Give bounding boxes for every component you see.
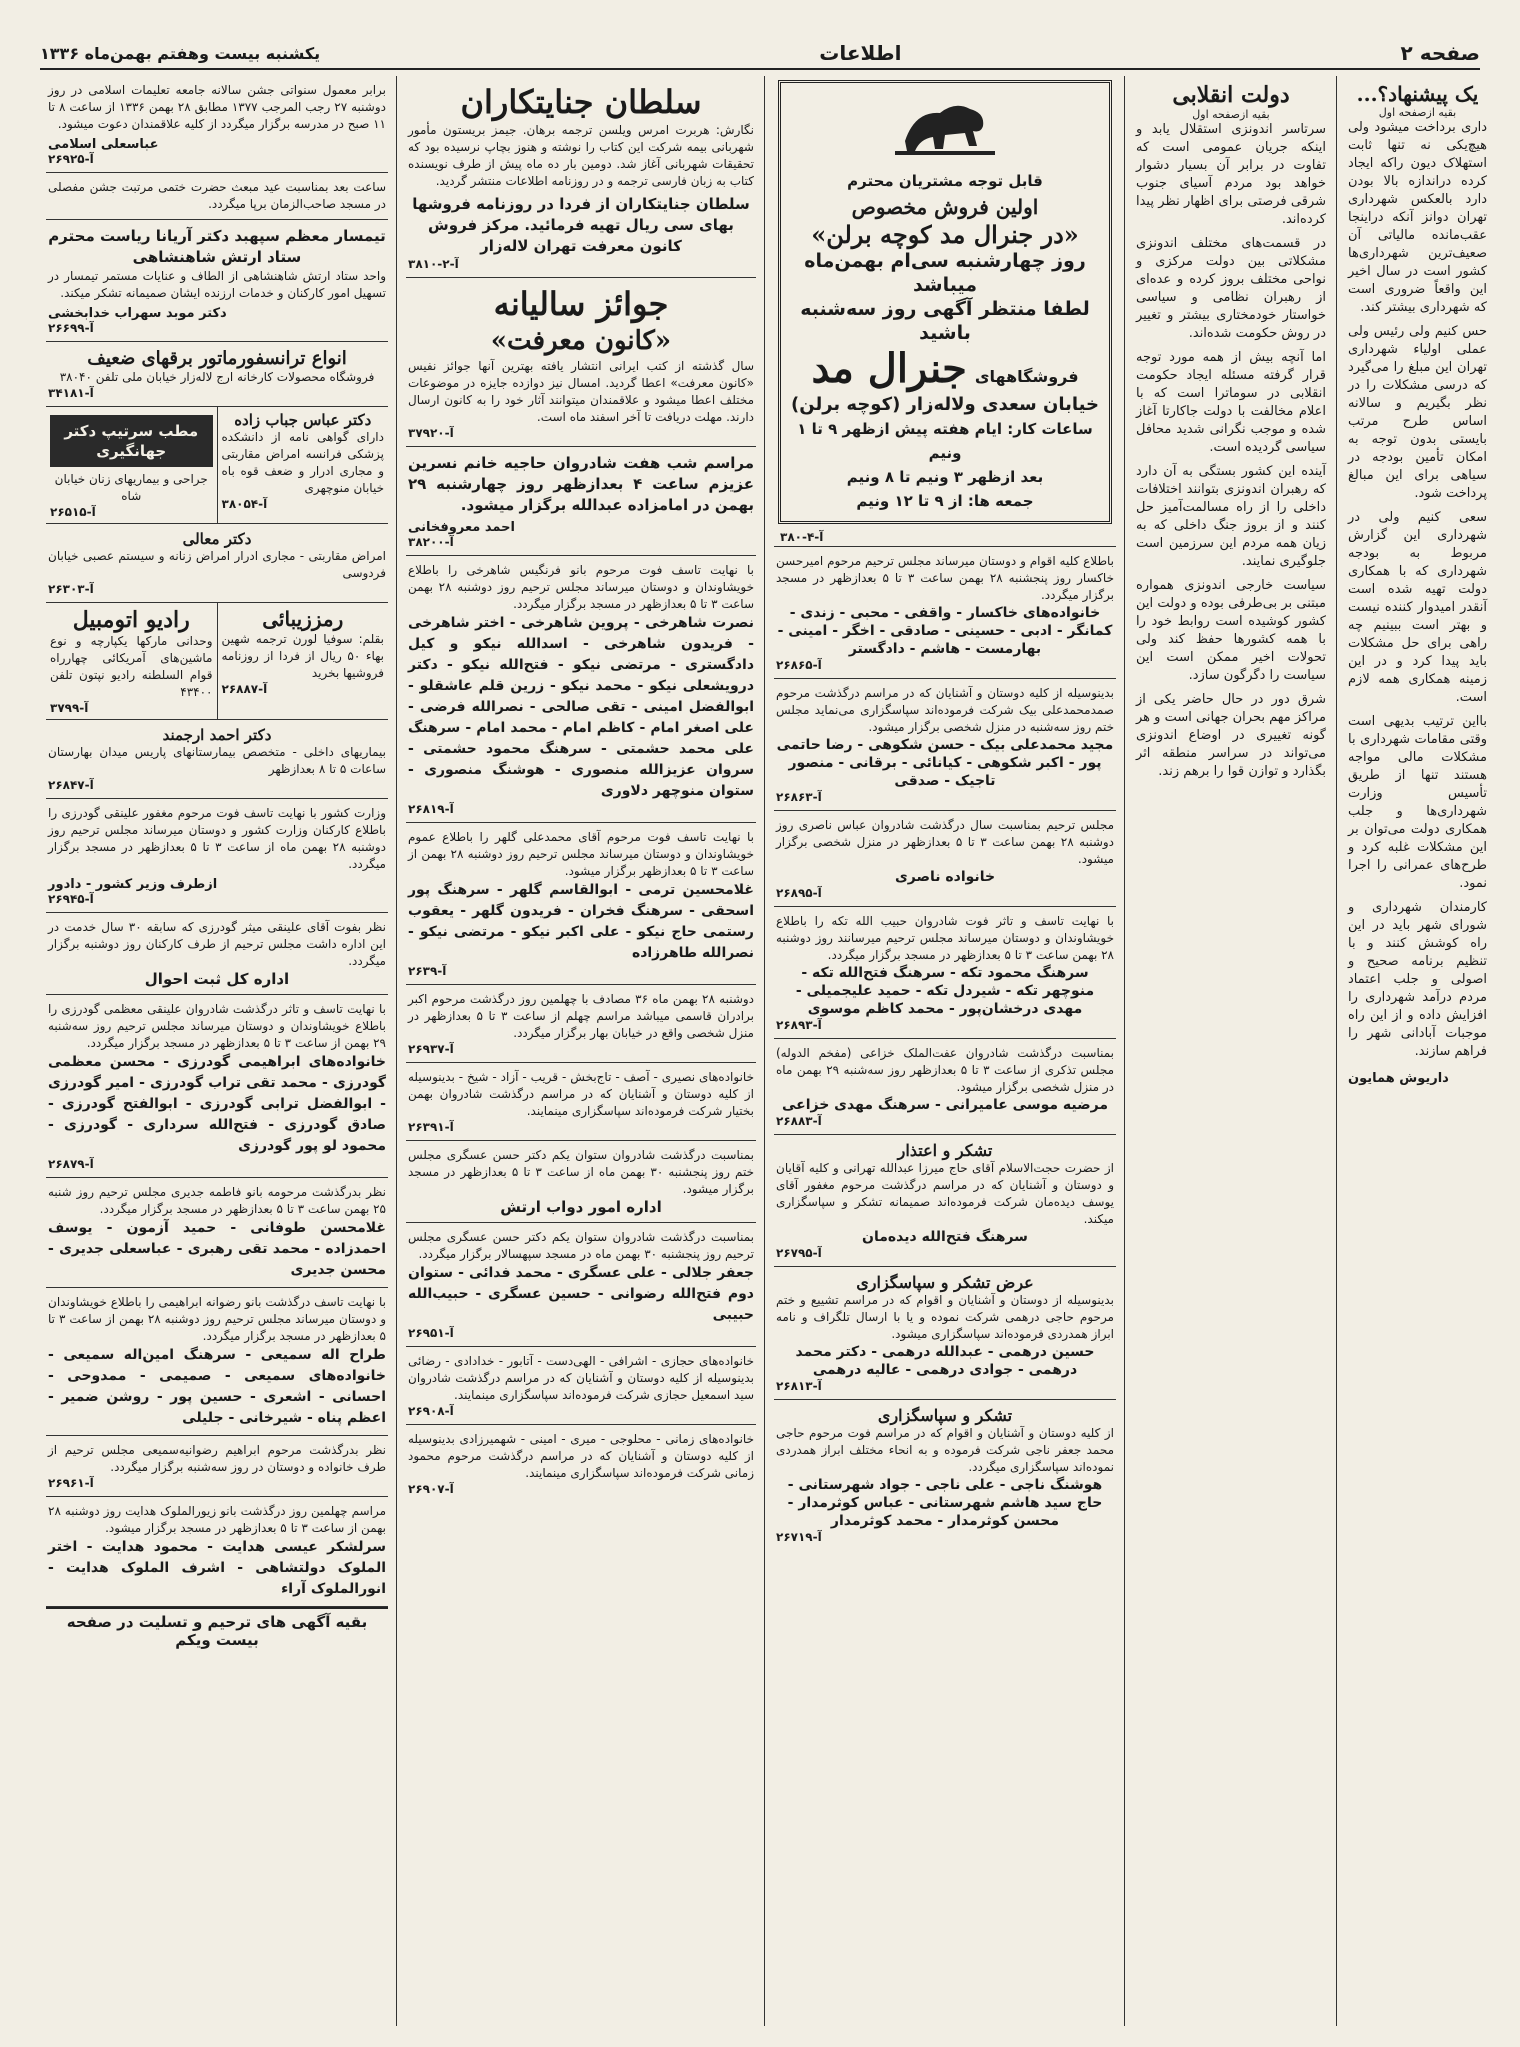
notice-ref: آ-۲۶۸۶۵ <box>776 658 822 672</box>
article-body-2: در قسمت‌های مختلف اندونزی مشکلاتی بین دولت مرکزی و نواحی مختلف بروز کرده و عده‌ای از رهبران نظامی و سیاسی خواستار خودمختاری بیشتر و تغییر در روش حکومت شده‌اند. <box>1136 236 1326 341</box>
article-body-4: آینده این کشور بستگی به آن دارد که رهبران اندونزی بتوانند اختلافات داخلی را از راه مسالمت‌آمیز حل کنند و از بروز جنگ داخلی که به زیان همه مردم این سرزمین است جلوگیری نمایند. <box>1136 464 1326 569</box>
column-rule <box>396 76 397 2026</box>
notice-families: خانواده ناصری <box>894 869 996 885</box>
notice-mohammadali-beik <box>774 679 1116 811</box>
editorial-body-2: حس کنیم ولی رئیس ولی عملی اولیاء شهرداری تهران این مبلغ را می‌گیرد که درسی مشکلات را در نظر بگیریم و سالانه اساس طرح مرتب بایستی بدون توجه به امکان تأمین بودجه در سیاهی برای این مبالغ پرداخت شود. <box>1348 324 1487 501</box>
notice-ariana <box>46 220 388 342</box>
ad-line-3: «در جنرال مد کوچه برلن» <box>811 220 1079 249</box>
awards-ref: آ-۳۷۹۲۰ <box>408 426 454 440</box>
editorial-body-3: سعی کنیم ولی در شهرداری این گزارش مربوط به بودجه شهرداری که با همکاری دولت تهیه شده است آنقدر امیدوار کننده نیست و بهتر است ببینیم چه راهی برای حل مشکلات باید پیدا کرد و در این زمینه همکاری همه لازم است. <box>1348 510 1487 705</box>
ad-dr-maali <box>46 524 388 603</box>
ad-dr-jahangiri <box>46 407 217 523</box>
notice-didehman <box>774 1135 1116 1267</box>
column-books-notices <box>400 76 762 2026</box>
notice-text: برابر معمول سنواتی جشن سالانه جامعه تعلیمات اسلامی در روز دوشنبه ۲۷ رجب المرجب ۱۳۷۷ مطابق ۲۸ بهمن ۱۳۳۶ از ساعت ۸ تا ۱۱ صبح در مدرسه برگزار میگردد از کلیه علاقمندان دعوت میشود. <box>48 83 386 131</box>
ad-transformer <box>46 342 388 407</box>
notice-hejazi <box>406 1347 756 1425</box>
notice-signature: اداره کل ثبت احوال <box>144 970 290 988</box>
notice-ref: آ-۲۶۷۹۵ <box>776 1246 822 1260</box>
notice-hedayat <box>46 1497 388 1607</box>
notice-text: از حضرت حجت‌الاسلام آقای حاج میرزا عبدالله تهرانی و کلیه آقایان و دوستان و آشنایان که در مراسم درگذشت مرحوم مغفور آقای یوسف دیده‌مان شرکت فرموده‌اند صمیمانه تشکر و سپاسگزاری میکند. <box>776 1161 1114 1226</box>
notice-ministry <box>46 799 388 913</box>
ad-hours-3: جمعه ها: از ۹ تا ۱۲ ونیم <box>856 492 1034 510</box>
notice-families: نصرت شاهرخی - پروین شاهرخی - اختر شاهرخی - فریدون شاهرخی - اسدالله نیکو و کیل دادگستری - مرتضی نیکو - فتح‌الله نیکو - دکتر درویشعلی نیکو - محمد نیکو - زرین قلم عاشقلو - ابوالفضل امینی - تقی صالحی - نصرالله فرضی - علی اصغر امام - کاظم امام - محمد امام - سرهنگ علی محمد حشمتی - سرهنگ محمود حشمتی - سروان عزیزالله منصوری - هوشنگ منصوری - ستوان منوچهر دلاوری <box>408 615 754 799</box>
notice-ref: آ-۲۶۹۲۵ <box>48 152 94 166</box>
notice-text: ساعت بعد بمناسبت عید مبعث حضرت ختمی مرتبت جشن مفصلی در مسجد صاحب‌الزمان برپا میگردد. <box>48 180 386 211</box>
notice-text: با نهایت تاسف و تاثر فوت شادروان حبیب الله تکه را باطلاع خویشاوندان و دوستان میرساند مجلس ترحیم میرسانند روز دوشنبه ۲۸ بهمن ساعت ۳ تا ۵ بعدازظهر در مسجد برگزار میگردد. <box>776 914 1114 962</box>
ad-ref: آ-۲۶۳۰۳ <box>48 582 94 596</box>
notice-ref: آ-۲۶۹۵۱ <box>408 1326 454 1340</box>
notice-askari-1 <box>406 1141 756 1223</box>
notice-text: با نهایت تاسف فوت مرحوم آقای محمدعلی گلهر را باطلاع عموم خویشاوندان و دوستان میرساند مجلس ترحیم روز دوشنبه ۲۸ بهمن از ساعت ۳ تا ۵ بعدازظهر برگزار میشود. <box>408 830 754 878</box>
notice-title: تیمسار معظم سپهبد دکتر آریانا ریاست محترم ستاد ارتش شاهنشاهی <box>48 227 386 266</box>
ad-ref: آ-۲۶۸۴۷ <box>48 778 94 792</box>
ad-line-1: قابل توجه مشتریان محترم <box>847 172 1043 190</box>
editorial-signature: داریوش همایون <box>1348 1071 1449 1086</box>
editorial-title: یک پیشنهاد؟... <box>1356 82 1479 106</box>
ad-title: مطب سرتیپ دکتر جهانگیری <box>50 415 213 467</box>
ad-ref: آ-۲۶۵۱۵ <box>50 505 96 519</box>
notice-text: مراسم چهلمین روز درگذشت بانو زیورالملوک هدایت روز دوشنبه ۲۸ بهمن از ساعت ۳ تا ۵ بعدازظهر در مسجد برگزار میشود. <box>48 1504 386 1535</box>
notice-families: حسین درهمی - عبدالله درهمی - دکتر محمد درهمی - جوادی درهمی - عالیه درهمی <box>795 1344 1095 1378</box>
ad-hours-2: بعد ازظهر ۳ ونیم تا ۸ ونیم <box>846 468 1044 486</box>
notice-text: با نهایت تاسف و تاثر درگذشت شادروان علینقی معظمی گودرزی را باطلاع خویشاوندان و دوستان میرساند مجلس ترحیم روز سه‌شنبه ۲۹ بهمن از ساعت ۳ تا ۵ بعدازظهر در مسجد برگزار میگردد. <box>48 1002 386 1050</box>
ad-car-radio <box>46 603 217 719</box>
book-ref: آ-۲-۳۸۱۰ <box>408 257 459 271</box>
notice-text: بدینوسیله از کلیه دوستان و آشنایان که در مراسم درگذشت مرحوم صمدمحمدعلی بیک شرکت فرموده‌اند سپاسگزاری می‌نماید مجلس ختم روز سه‌شنبه در منزل شخصی برگزار میشود. <box>776 686 1114 734</box>
ad-title: رمززیبائی <box>262 607 344 631</box>
ad-address: خیابان سعدی ولاله‌زار (کوچه برلن) <box>791 394 1099 415</box>
notice-text: بمناسبت درگذشت شادروان ستوان یکم دکتر حسن عسگری مجلس ترحیم روز پنجشنبه ۳۰ بهمن ماه در مسجد سپهسالار برگزار میگردد. <box>408 1230 754 1261</box>
notice-ref: آ-۲۶۸۷۹ <box>48 1157 94 1171</box>
notice-ref: آ-۲۶۸۱۳ <box>776 1379 822 1393</box>
paper-name: اطلاعات <box>819 41 902 65</box>
article-body-6: شرق دور در حال حاضر یکی از مراکز مهم بحران جهانی است و هر گونه تغییری در اوضاع اندونزی می‌تواند در سراسر منطقه اثر بگذارد و توازن قوا را برهم زند. <box>1136 692 1326 779</box>
notice-text: مراسم شب هفت شادروان حاجیه خانم نسرین عزیزم ساعت ۴ بعدازظهر روز چهارشنبه ۲۹ بهمن در امامزاده عبدالله برگزار میشود. <box>408 454 754 514</box>
notice-signature: عباسعلی اسلامی <box>48 137 159 152</box>
notice-text: با نهایت تاسف فوت مرحوم بانو فرنگیس شاهرخی را باطلاع خویشاوندان و دوستان میرساند مجلس ترحیم روز دوشنبه ۲۸ بهمن ساعت ۳ تا ۵ بعدازظهر در مسجد برگزار میگردد. <box>408 563 754 611</box>
column-rule <box>1336 76 1337 2026</box>
notice-families: مرضیه موسی عامیرانی - سرهنگ مهدی خزاعی <box>781 1097 1109 1113</box>
notice-text: با نهایت تاسف درگذشت بانو رضوانه ابراهیمی را باطلاع خویشاوندان و دوستان میرساند مجلس ترحیم روز دوشنبه ۲۸ بهمن از ساعت ۳ تا ۵ بعدازظهر در مسجد برگزار میگردد. <box>48 1295 387 1343</box>
editorial-body-1: داری برداخت میشود ولی هیچ‌یکی نه تنها ثابت استهلاک دیون راکه ایجاد کرده دراندازه بالا بودن دارد بالعکس شهرداری تهران دوانز آنکه دراینجا عقب‌مانده مالیاتی آن صعیف‌ترین شهرداری‌ها کشور است در سال اخیر این واقعاً ضروری است که شهرداری بیشتر کند. <box>1348 120 1487 315</box>
notice-golhar <box>406 823 756 985</box>
notice-ref: آ-۲۶۷۱۹ <box>776 1530 822 1544</box>
page-number: صفحه ۲ <box>1400 41 1480 65</box>
awards-subtitle: «کانون معرفت» <box>490 326 672 356</box>
awards-ad <box>406 278 756 447</box>
ad-dr-arjmand <box>46 720 388 799</box>
notice-families: اداره امور دواب ارتش <box>500 1198 662 1216</box>
notice-ref: آ-۲۶۸۹۵ <box>776 886 822 900</box>
notice-ref: آ-۲۶۹۳۷ <box>408 1042 454 1056</box>
lion-logo-icon <box>885 91 1005 161</box>
issue-date: یکشنبه بیست وهفتم بهمن‌ماه ۱۳۳۶ <box>40 43 321 63</box>
notice-shahrokhi <box>406 556 756 823</box>
page-footer-note: بقیه آگهی های ترحیم و تسلیت در صفحه بیست ویکم <box>46 1607 388 1653</box>
notice-text: نظر بفوت آقای علینقی میثر گودرزی که سابقه ۳۰ سال خدمت در این اداره داشت مجلس ترحیم از طرف کارکنان روز دوشنبه برگزار میگردد. <box>48 920 386 968</box>
notice-families: سرهنگ محمود تکه - سرهنگ فتح‌الله تکه - منوچهر تکه - شیردل تکه - حمید علیجمیلی - مهدی درخشان‌پور - محمد کاظم موسوی <box>795 965 1095 1017</box>
notice-families: جعفر جلالی - علی عسگری - محمد فدائی - ستوان دوم فتح‌الله رضوانی - حسین عسگری - حبیب‌الله حبیبی <box>408 1265 754 1323</box>
column-rule <box>764 76 765 2026</box>
book-title: سلطان جنایتکاران <box>460 83 702 121</box>
ad-body: دارای گواهی نامه از دانشکده پزشکی فرانسه امراض مقاربتی و مجاری ادرار و ضعف قوه باه خیابان منوچهری <box>221 430 384 495</box>
notice-ref: آ-۲۶۸۹۳ <box>776 1018 822 1032</box>
notice-text: دوشنبه ۲۸ بهمن ماه ۳۶ مصادف با چهلمین روز درگذشت مرحوم اکبر برادران قاسمی میباشد مراسم چهلم از ساعت ۳ تا ۵ بعدازظهر در منزل شخصی واقع در خیابان بهار برگزار میگردد. <box>408 992 755 1040</box>
notice-text: بدینوسیله از دوستان و آشنایان و اقوام که در مراسم تشییع و ختم مرحوم حاجی درهمی شرکت نموده و یا با ارسال تلگراف و نامه ابراز همدردی فرموده‌اند سپاسگزاری میشود. <box>776 1293 1114 1341</box>
notice-ebrahimi <box>46 1288 388 1436</box>
notice-ref: آ-۲۶۸۱۹ <box>408 802 454 816</box>
notice-text: از کلیه دوستان و آشنایان و اقوام که در مراسم فوت مرحوم حاجی محمد جعفر ناجی شرکت فرموده و به انحاء مختلف ابراز همدردی نموده‌اند سپاسگزاری میگردد. <box>776 1426 1114 1474</box>
notice-nasrin <box>406 447 756 556</box>
notice-families: مجید محمدعلی بیک - حسن شکوهی - رضا حاتمی پور - اکبر شکوهی - کیانائی - برقانی - منصور تاجیک - صدقی <box>776 737 1114 789</box>
notice-ref: آ-۲۶۹۴۵ <box>48 892 94 906</box>
notice-sabt <box>46 913 388 995</box>
book-ad-soltan <box>406 76 756 278</box>
notice-families: هوشنگ ناجی - علی ناجی - جواد شهرستانی - حاج سید هاشم شهرستانی - عباس کوثرمدار - محسن کوثرمدار - محمد کوثرمدار <box>787 1477 1103 1529</box>
book-radio-row <box>46 603 388 720</box>
editorial-sub: بقیه ازصفحه اول <box>1378 106 1457 119</box>
article-body-3: اما آنچه بیش از همه مورد توجه قرار گرفته مسئله ایجاد حکومت انقلابی در سوماترا است که با اعلام مخالفت با دولت جاکارتا آغاز شده و موجب نگرانی شدید محافل سیاسی گردیده است. <box>1136 350 1326 455</box>
column-ads-notices <box>768 76 1122 2026</box>
notice-families: سرهنگ فتح‌الله دیده‌مان <box>862 1229 1028 1245</box>
notice-families: خانواده‌های ابراهیمی گودرزی - محسن معظمی گودرزی - محمد تقی تراب گودرزی - امیر گودرزی - ابوالفضل ترابی گودرزی - ابوالفتح گودرزی - صادق گودرزی - فتح‌الله سرداری - گودرزی - محمود لو پور گودرزی <box>48 1054 386 1154</box>
article-title: دولت انقلابی <box>1172 82 1290 108</box>
notice-khazaei <box>774 1039 1116 1135</box>
notice-signature: دکتر موبد سهراب خدابخشی <box>48 306 227 321</box>
book-note: سلطان جنایتکاران از فردا در روزنامه فروشها بهای سی ریال تهیه فرمائید. مرکز فروش کانون معرفت تهران لاله‌زار <box>412 195 750 255</box>
column-editorial <box>1340 76 1495 2026</box>
ad-body: جراحی و بیماریهای زنان خیابان شاه <box>54 472 208 503</box>
notice-askari-2 <box>406 1223 756 1347</box>
general-mod-ad <box>778 80 1112 524</box>
editorial-body-4: بااین ترتیب بدیهی است وقتی مقامات شهرداری با مشکلات مالی مواجه هستند تنها از طریق تأسیس وزارت شهرداری‌ها و جلب همکاری دولت می‌توان بر این مشکلات غلبه کرد و طرح‌های عمرانی را اجرا نمود. <box>1348 714 1487 891</box>
book-body: نگارش: هربرت امرس ویلسن ترجمه برهان. جیمز بریستون مأمور شهربانی بیمه شرکت این کتاب را نوشته و هنوز بچاپ نرسیده بود که تحقیقات شهربانی آغاز شد. دومین بار ده ماه پیش از طرف نویسنده کتاب به زبان فارسی ترجمه و در روزنامه اطلاعات منتشر گردید. <box>408 123 754 188</box>
notice-text: خانواده‌های نصیری - آصف - تاج‌بخش - قریب - آزاد - شیخ - بدینوسیله از کلیه دوستان و آشنایان که در مراسم درگذشت شادروان بهمن بختیار شرکت فرموده‌اند سپاسگزاری مینمایند. <box>408 1070 754 1118</box>
ad-hours-1: ساعات کار: ایام هفته پیش ازظهر ۹ تا ۱ ونیم <box>797 420 1093 462</box>
notice-text: باطلاع کلیه اقوام و دوستان میرساند مجلس ترحیم مرحوم امیرحسن خاکسار روز پنجشنبه ۲۸ بهمن ساعت ۳ تا ۵ بعدازظهر در مسجد برگزار میگردد. <box>776 554 1115 602</box>
notice-title: تشکر و اعتذار <box>897 1141 993 1160</box>
notice-ref: آ-۲۶۹۰۷ <box>408 1482 454 1496</box>
notice-title: عرض تشکر و سپاسگزاری <box>856 1273 1034 1292</box>
notice-samiei <box>46 1436 388 1497</box>
notice-ref: آ-۲۶۳۹۱ <box>408 1120 454 1134</box>
ad-book-beauty <box>217 603 389 719</box>
notice-ref: آ-۳۸۲۰۰ <box>408 535 454 549</box>
column-article <box>1128 76 1334 2026</box>
notice-text: خانواده‌های زمانی - محلوجی - میری - امینی - شهمیرزادی بدینوسیله از کلیه دوستان و آشنایان که در مراسم درگذشت مرحوم محمود زمانی شرکت فرموده‌اند سپاسگزاری مینمایند. <box>408 1432 754 1480</box>
ad-ref: آ-۳۷۹۹ <box>50 701 89 715</box>
notice-families: غلامحسن طوفانی - حمید آزمون - یوسف احمدزاده - محمد تقی رهبری - عباسعلی جدیری - محسن جدیری <box>48 1220 386 1278</box>
notice-text: نظر بدرگذشت مرحومه بانو فاطمه جدیری مجلس ترحیم روز شنبه ۲۵ بهمن ساعت ۳ تا ۵ بعدازظهر در مسجد برگزار میگردد. <box>48 1185 386 1216</box>
column-classifieds <box>40 76 394 2026</box>
notice-families: سرلشکر عیسی هدایت - محمود هدایت - اختر الملوک دولتشاهی - اشرف الملوک هدایت - انورالملوک آراء <box>48 1539 386 1597</box>
ad-ref: آ-۳۴۱۸۱ <box>48 386 94 400</box>
ad-body: فروشگاه محصولات کارخانه ارج لاله‌زار خیابان ملی تلفن ۳۸۰۴۰ <box>59 370 375 384</box>
notice-text: واحد ستاد ارتش شاهنشاهی از الطاف و عنایات مستمر تیمسار در تسهیل امور کارکنان و خدمات ارزنده ایشان صمیمانه تشکر میکند. <box>48 269 386 300</box>
notice-signature: ازطرف وزیر کشور - دادور <box>48 877 218 892</box>
notice-derhami <box>774 1267 1116 1400</box>
article-sub: بقیه ازصفحه اول <box>1192 108 1270 121</box>
ad-title: دکتر عباس جباب زاده <box>234 411 372 429</box>
ad-title: رادیو اتومبیل <box>72 607 190 633</box>
masthead <box>40 38 1480 70</box>
notice-families: طراح اله سمیعی - سرهنگ امین‌اله سمیعی - خانواده‌های سمیعی - صمیمی - ممدوحی - احسانی - اشعری - حسین پور - روشن ضمیر - اعظم پناه - شیرخانی - جلیلی <box>48 1347 386 1426</box>
notice-naji <box>774 1400 1116 1550</box>
notice-text: خانواده‌های حجازی - اشرافی - الهی‌دست - آتابور - خدادادی - رضائی بدینوسیله از کلیه دوستان و آشنایان که در مراسم درگذشت شادروان سید اسمعیل حجازی شرکت فرموده‌اند سپاسگزاری مینمایند. <box>408 1354 754 1402</box>
notice-jadiri <box>46 1178 388 1288</box>
notice-ref: آ-۲۶۹۶۱ <box>48 1476 94 1490</box>
doctor-ads-row <box>46 407 388 524</box>
notice-text: نظر بدرگذشت مرحوم ابراهیم رضوانیه‌سمیعی مجلس ترحیم از طرف خانواده و دوستان در روز سه‌شنبه برگزار میگردد. <box>48 1443 386 1474</box>
notice-ghasemi <box>406 985 756 1063</box>
ad-ref: آ-۳۸۰۵۴ <box>221 497 268 511</box>
notice-khaksar <box>774 547 1116 679</box>
awards-title: جوائز سالیانه <box>493 285 669 323</box>
notice-zamani <box>406 1425 756 1502</box>
notice-mabas <box>46 173 388 220</box>
notice-text: بمناسبت درگذشت شادروان عفت‌الملک خزاعی (مفخم الدوله) مجلس تذکری از ساعت ۳ تا ۵ بعدازظهر روز سه‌شنبه ۲۹ بهمن ماه در منزل شخصی برگزار میشود. <box>776 1046 1114 1094</box>
editorial-body-5: کارمندان شهرداری و شورای شهر باید در این راه کوشش کنند و با تنظیم برنامه صحیح و اصولی و جلب اعتماد مردم درآمد شهرداری را افزایش داده و از این راه موجبات آبادانی شهر را فراهم سازند. <box>1348 900 1487 1059</box>
column-rule <box>1124 76 1125 2026</box>
ad-line-2: اولین فروش مخصوص <box>851 195 1039 219</box>
article-body-1: سرتاسر اندونزی استقلال یابد و اینکه جریان عمومی است که تفاوت در برابر آن بسیار دشوار خواهد بود مردم آسیای جنوب شرقی فرصتی برای اظهار نظر پیدا کرده‌اند. <box>1136 122 1326 227</box>
notice-ref: آ-۲۶۸۸۳ <box>776 1114 822 1128</box>
notice-signature: احمد معروفخانی <box>408 520 515 535</box>
notice-naseri <box>774 811 1116 907</box>
notice-ref: آ-۲۶۹۰۸ <box>408 1404 454 1418</box>
notice-title: تشکر و سپاسگزاری <box>877 1406 1013 1425</box>
notice-ref: آ-۲۶۳۹ <box>408 964 447 978</box>
ad-ref: آ-۲۶۸۸۷ <box>221 682 268 696</box>
notice-ref: آ-۲۶۶۹۹ <box>48 321 94 335</box>
notice-text: مجلس ترحیم بمناسبت سال درگذشت شادروان عباس ناصری روز دوشنبه ۲۸ بهمن ساعت ۳ تا ۵ بعدازظهر در منزل شخصی برگزار میشود. <box>776 818 1115 866</box>
ad-body: بقلم: سوفیا لورن ترجمه شهین بهاء ۵۰ ریال از فردا از روزنامه فروشیها بخرید <box>221 632 384 680</box>
notice-families: خانواده‌های خاکسار - واقفی - محبی - زندی - کمانگر - ادبی - حسینی - صادقی - اخگر - امینی - بهارمست - هاشم - دادگستر <box>777 605 1113 657</box>
notice-tekeh <box>774 907 1116 1039</box>
awards-body: سال گذشته از کتب ایرانی انتشار یافته بهترین آنها جوائز نفیس «کانون معرفت» اعطا گردید. امسال نیز دوازده جایزه در موضوعات مختلف اعطا میشود و علاقمندان میتوانند آثار خود را به کانون ارسال دارند. مهلت دریافت تا آخر اسفند ماه است. <box>408 359 754 424</box>
ad-title: انواع ترانسفورماتور برقهای ضعیف <box>87 348 347 369</box>
ad-brand: جنرال مد <box>811 345 967 392</box>
ad-body: وحدانی مارکها یکپارچه و نوع ماشین‌های آمریکائی چهارراه قوام السلطنه رادیو نپتون تلفن ۴۳۴۰۰ <box>50 634 213 699</box>
ad-line-4: روز چهارشنبه سی‌ام بهمن‌ماه میباشد <box>804 250 1086 296</box>
ad-line-6: فروشگاههای <box>974 367 1079 386</box>
ad-body: امراض مقاربتی - مجاری ادرار امراض زنانه و سیستم عصبی خیابان فردوسی <box>48 549 386 580</box>
notice-text: وزارت کشور با نهایت تاسف فوت مرحوم مغفور علینقی گودرزی را باطلاع کارکنان وزارت کشور و دوستان میرساند مجلس ترحیم روز دوشنبه ۲۸ بهمن ماه از ساعت ۳ تا ۵ بعدازظهر در مسجد برگزار میگردد. <box>48 806 387 871</box>
notice-bakhtiar <box>406 1063 756 1141</box>
notice-goudarzi <box>46 995 388 1178</box>
ad-dr-jabbabzadeh <box>217 407 389 523</box>
ad-body: بیماریهای داخلی - متخصص بیمارستانهای پاریس میدان بهارستان ساعات ۵ تا ۸ بعدازظهر <box>48 745 386 776</box>
article-body-5: سیاست خارجی اندونزی همواره مبتنی بر بی‌طرفی بوده و دولت این کشور کوشیده است روابط خود را با همه کشورها حفظ کند ولی تحولات اخیر ممکن است این سیاست را دگرگون سازد. <box>1136 578 1326 683</box>
ad-ref: آ-۴-۳۸۰ <box>774 528 1116 547</box>
ad-title: دکتر معالی <box>182 530 252 548</box>
notice-ref: آ-۲۶۸۶۳ <box>776 790 822 804</box>
ad-line-5: لطفا منتظر آگهی روز سه‌شنبه باشید <box>800 298 1090 344</box>
notice-text: بمناسبت درگذشت شادروان ستوان یکم دکتر حسن عسگری مجلس ختم روز پنجشنبه ۳۰ بهمن ماه از ساعت ۳ تا ۵ بعدازظهر در مسجد برگزار میشود. <box>408 1148 754 1196</box>
notice-families: غلامحسین ترمی - ابوالقاسم گلهر - سرهنگ پور اسحقی - سرهنگ فخران - فریدون گلهر - یعقوب رستمی حاج نیکو - علی اکبر نیکو - مرتضی نیکو - نصرالله طاهرزاده <box>408 882 754 961</box>
notice-islamic-society <box>46 76 388 173</box>
ad-title: دکتر احمد ارجمند <box>162 726 272 744</box>
